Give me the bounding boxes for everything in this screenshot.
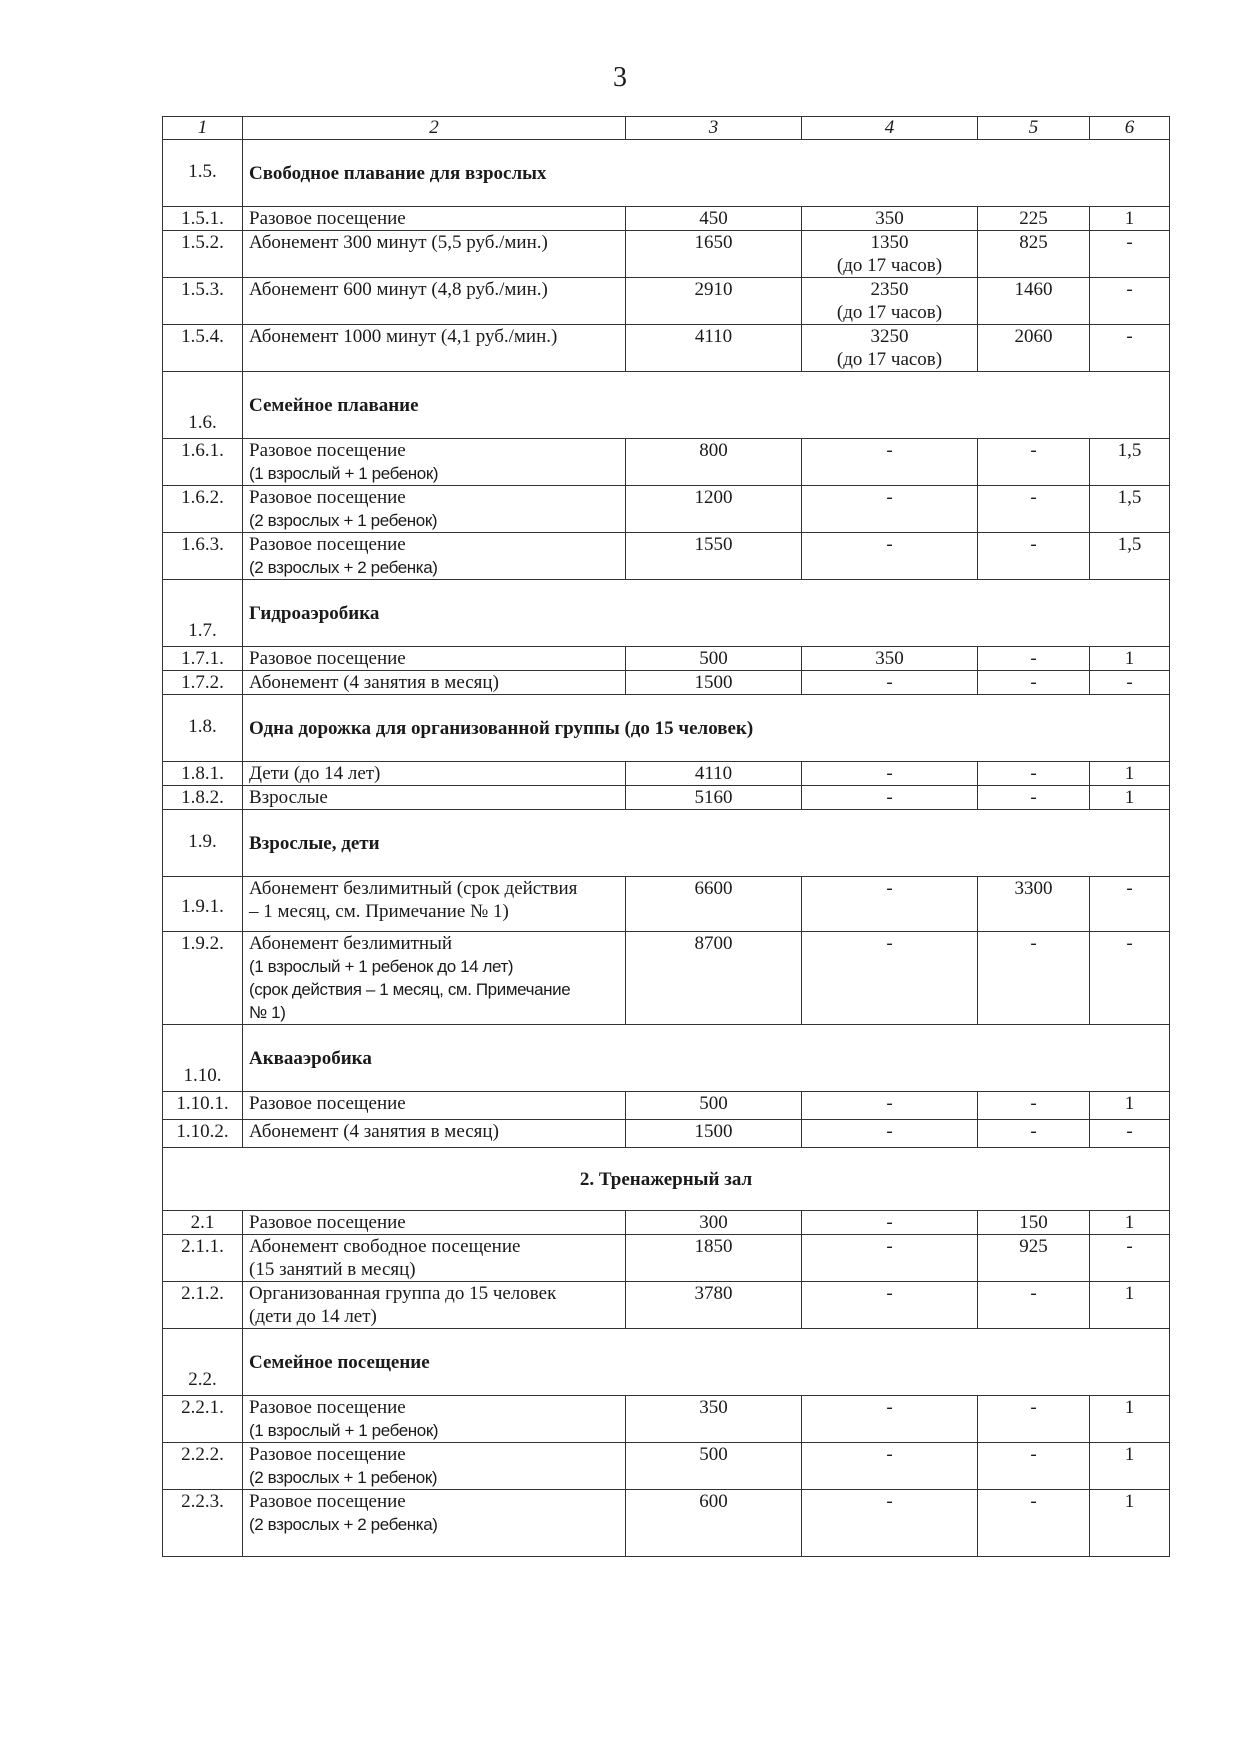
price-cell: 800 [626, 439, 802, 486]
row-number: 2.2.2. [163, 1443, 243, 1490]
service-name: Разовое посещение [243, 1211, 626, 1235]
section-row [163, 372, 1170, 439]
service-name-line: Разовое посещение [249, 1491, 406, 1512]
chapter-title: 2. Тренажерный зал [163, 1148, 1170, 1211]
header-cell: 3 [626, 117, 802, 140]
service-name [243, 439, 626, 486]
price-cell: 350 [802, 207, 978, 231]
section-title: Семейное плавание [243, 372, 1170, 439]
coef-cell: 1 [1090, 1490, 1170, 1557]
service-name [243, 1396, 626, 1443]
price-cell: 3780 [626, 1282, 802, 1329]
row-number: 1.8.1. [163, 762, 243, 786]
row-number: 2.1 [163, 1211, 243, 1235]
price-cell: - [978, 1282, 1090, 1329]
service-name-detail: – 1 месяц, см. Примечание № 1) [249, 901, 509, 922]
row-number: 1.6.3. [163, 533, 243, 580]
table-row [163, 533, 1170, 580]
coef-cell: 1 [1090, 1211, 1170, 1235]
price-cell: - [978, 533, 1090, 580]
service-name [243, 1235, 626, 1282]
section-number: 1.8. [163, 695, 243, 762]
price-cell: - [978, 932, 1090, 1025]
service-name-line: Разовое посещение [249, 1397, 406, 1418]
row-number: 1.7.2. [163, 671, 243, 695]
price-cell: - [802, 1092, 978, 1120]
section-row [163, 695, 1170, 762]
price-cell: - [802, 1235, 978, 1282]
section-title: Взрослые, дети [243, 810, 1170, 877]
header-cell: 1 [163, 117, 243, 140]
coef-cell: 1,5 [1090, 486, 1170, 533]
service-name [243, 1282, 626, 1329]
price-cell: 5160 [626, 786, 802, 810]
price-cell: 2910 [626, 278, 802, 325]
price-cell: 350 [802, 647, 978, 671]
section-number: 1.7. [163, 580, 243, 647]
service-name: Абонемент (4 занятия в месяц) [243, 1120, 626, 1148]
coef-cell: - [1090, 671, 1170, 695]
service-name [243, 1490, 626, 1557]
service-name-detail: (2 взрослых + 2 ребенка) [249, 1515, 438, 1534]
table-row [163, 1120, 1170, 1148]
table-row [163, 231, 1170, 278]
row-number: 1.10.1. [163, 1092, 243, 1120]
service-name: Разовое посещение [243, 1092, 626, 1120]
service-name: Абонемент 1000 минут (4,1 руб./мин.) [243, 325, 626, 372]
table-row [163, 1490, 1170, 1557]
price-cell: - [802, 1120, 978, 1148]
price-value: 2350 [870, 279, 909, 300]
price-cell: 350 [626, 1396, 802, 1443]
coef-cell: 1 [1090, 1396, 1170, 1443]
coef-cell: - [1090, 1120, 1170, 1148]
service-name-detail: (1 взрослый + 1 ребенок до 14 лет) [249, 957, 514, 976]
service-name-line: Разовое посещение [249, 534, 406, 555]
table-row [163, 647, 1170, 671]
price-value: 3250 [870, 326, 909, 347]
section-row [163, 810, 1170, 877]
table-row [163, 1282, 1170, 1329]
table-row [163, 278, 1170, 325]
table-row [163, 207, 1170, 231]
price-cell: - [802, 533, 978, 580]
section-title: Гидроаэробика [243, 580, 1170, 647]
price-cell: 1650 [626, 231, 802, 278]
coef-cell: - [1090, 877, 1170, 932]
coef-cell: 1 [1090, 647, 1170, 671]
service-name: Дети (до 14 лет) [243, 762, 626, 786]
section-row [163, 1025, 1170, 1092]
price-cell: 4110 [626, 762, 802, 786]
row-number: 1.9.2. [163, 932, 243, 1025]
coef-cell: 1 [1090, 1443, 1170, 1490]
coef-cell: - [1090, 1235, 1170, 1282]
section-number: 2.2. [163, 1329, 243, 1396]
price-cell: - [802, 932, 978, 1025]
price-cell: 1460 [978, 278, 1090, 325]
price-cell: 2060 [978, 325, 1090, 372]
price-table [162, 116, 1170, 1557]
price-cell: - [802, 1282, 978, 1329]
price-cell: 1500 [626, 671, 802, 695]
section-number: 1.10. [163, 1025, 243, 1092]
table-row [163, 1235, 1170, 1282]
price-cell: - [978, 762, 1090, 786]
row-number: 1.6.2. [163, 486, 243, 533]
service-name-line: Абонемент свободное посещение [249, 1236, 521, 1257]
service-name-detail: (2 взрослых + 1 ребенок) [249, 511, 438, 530]
price-cell: - [978, 486, 1090, 533]
row-number: 1.7.1. [163, 647, 243, 671]
service-name: Абонемент 600 минут (4,8 руб./мин.) [243, 278, 626, 325]
header-row [163, 117, 1170, 140]
price-cell: 3300 [978, 877, 1090, 932]
service-name-detail: (15 занятий в месяц) [249, 1259, 416, 1280]
price-cell: 1850 [626, 1235, 802, 1282]
price-cell [802, 325, 978, 372]
price-cell: 925 [978, 1235, 1090, 1282]
price-cell: 1200 [626, 486, 802, 533]
price-cell: 1500 [626, 1120, 802, 1148]
service-name [243, 932, 626, 1025]
service-name-detail: № 1) [249, 1003, 286, 1022]
service-name-line: Абонемент безлимитный (срок действия [249, 878, 578, 899]
price-cell: - [802, 1490, 978, 1557]
header-cell: 4 [802, 117, 978, 140]
price-cell [802, 278, 978, 325]
header-cell: 6 [1090, 117, 1170, 140]
service-name [243, 486, 626, 533]
section-row [163, 580, 1170, 647]
service-name-detail: (дети до 14 лет) [249, 1306, 377, 1327]
price-cell: - [978, 671, 1090, 695]
price-cell: 500 [626, 1092, 802, 1120]
table-row [163, 1211, 1170, 1235]
table-row [163, 1396, 1170, 1443]
table-row [163, 439, 1170, 486]
service-name-line: Абонемент безлимитный [249, 933, 453, 954]
coef-cell: 1 [1090, 762, 1170, 786]
price-cell: 300 [626, 1211, 802, 1235]
section-title: Свободное плавание для взрослых [243, 140, 1170, 207]
section-number: 1.6. [163, 372, 243, 439]
price-note: (до 17 часов) [836, 255, 943, 276]
service-name-detail: (1 взрослый + 1 ребенок) [249, 1421, 439, 1440]
table-row [163, 671, 1170, 695]
price-cell: - [802, 671, 978, 695]
table-row [163, 1443, 1170, 1490]
coef-cell: - [1090, 325, 1170, 372]
section-title: Семейное посещение [243, 1329, 1170, 1396]
table-row [163, 932, 1170, 1025]
table-row [163, 1092, 1170, 1120]
coef-cell: 1 [1090, 1092, 1170, 1120]
price-cell: - [978, 1443, 1090, 1490]
section-number: 1.5. [163, 140, 243, 207]
service-name [243, 533, 626, 580]
service-name-line: Разовое посещение [249, 440, 406, 461]
price-cell: - [978, 786, 1090, 810]
row-number: 2.2.3. [163, 1490, 243, 1557]
price-note: (до 17 часов) [836, 349, 943, 370]
service-name: Разовое посещение [243, 647, 626, 671]
coef-cell: 1,5 [1090, 439, 1170, 486]
section-row [163, 140, 1170, 207]
price-cell: 450 [626, 207, 802, 231]
row-number: 1.5.3. [163, 278, 243, 325]
service-name: Разовое посещение [243, 207, 626, 231]
row-number: 1.8.2. [163, 786, 243, 810]
section-row [163, 1329, 1170, 1396]
row-number: 2.2.1. [163, 1396, 243, 1443]
table-row [163, 762, 1170, 786]
row-number: 2.1.1. [163, 1235, 243, 1282]
coef-cell: 1,5 [1090, 533, 1170, 580]
price-cell: - [802, 1211, 978, 1235]
row-number: 1.10.2. [163, 1120, 243, 1148]
price-cell: - [802, 762, 978, 786]
price-value: 1350 [870, 232, 909, 253]
price-cell: - [802, 1396, 978, 1443]
table-row [163, 486, 1170, 533]
price-cell: - [802, 1443, 978, 1490]
price-cell: - [802, 486, 978, 533]
price-cell: 1550 [626, 533, 802, 580]
service-name: Абонемент (4 занятия в месяц) [243, 671, 626, 695]
service-name-line: Разовое посещение [249, 487, 406, 508]
service-name-line: Разовое посещение [249, 1444, 406, 1465]
price-cell: - [802, 439, 978, 486]
coef-cell: 1 [1090, 1282, 1170, 1329]
coef-cell: 1 [1090, 207, 1170, 231]
price-cell: 500 [626, 1443, 802, 1490]
price-cell: 825 [978, 231, 1090, 278]
table-row [163, 325, 1170, 372]
price-cell: - [978, 1396, 1090, 1443]
price-cell: 500 [626, 647, 802, 671]
price-cell: - [978, 1490, 1090, 1557]
service-name-detail: (1 взрослый + 1 ребенок) [249, 464, 439, 483]
row-number: 2.1.2. [163, 1282, 243, 1329]
section-title: Аквааэробика [243, 1025, 1170, 1092]
price-cell: - [978, 1120, 1090, 1148]
price-cell: 8700 [626, 932, 802, 1025]
price-cell: - [978, 1092, 1090, 1120]
price-cell: 6600 [626, 877, 802, 932]
price-cell: 150 [978, 1211, 1090, 1235]
section-title: Одна дорожка для организованной группы (до 15 человек) [243, 695, 1170, 762]
price-cell: 225 [978, 207, 1090, 231]
service-name: Абонемент 300 минут (5,5 руб./мин.) [243, 231, 626, 278]
service-name-line: Организованная группа до 15 человек [249, 1283, 557, 1304]
row-number: 1.5.4. [163, 325, 243, 372]
price-cell: 4110 [626, 325, 802, 372]
service-name [243, 877, 626, 932]
price-cell [802, 231, 978, 278]
price-cell: - [978, 439, 1090, 486]
service-name: Взрослые [243, 786, 626, 810]
price-cell: - [978, 647, 1090, 671]
price-cell: - [802, 877, 978, 932]
row-number: 1.9.1. [163, 877, 243, 932]
row-number: 1.5.2. [163, 231, 243, 278]
price-note: (до 17 часов) [836, 302, 943, 323]
table-row [163, 786, 1170, 810]
chapter-row [163, 1148, 1170, 1211]
service-name-detail: (2 взрослых + 1 ребенок) [249, 1468, 438, 1487]
price-cell: 600 [626, 1490, 802, 1557]
row-number: 1.5.1. [163, 207, 243, 231]
service-name-detail: (срок действия – 1 месяц, см. Примечание [249, 980, 571, 999]
header-cell: 5 [978, 117, 1090, 140]
service-name [243, 1443, 626, 1490]
coef-cell: - [1090, 278, 1170, 325]
coef-cell: - [1090, 932, 1170, 1025]
service-name-detail: (2 взрослых + 2 ребенка) [249, 558, 438, 577]
coef-cell: - [1090, 231, 1170, 278]
price-cell: - [802, 786, 978, 810]
section-number: 1.9. [163, 810, 243, 877]
header-cell: 2 [243, 117, 626, 140]
coef-cell: 1 [1090, 786, 1170, 810]
page-number: 3 [613, 62, 627, 93]
row-number: 1.6.1. [163, 439, 243, 486]
table-row [163, 877, 1170, 932]
